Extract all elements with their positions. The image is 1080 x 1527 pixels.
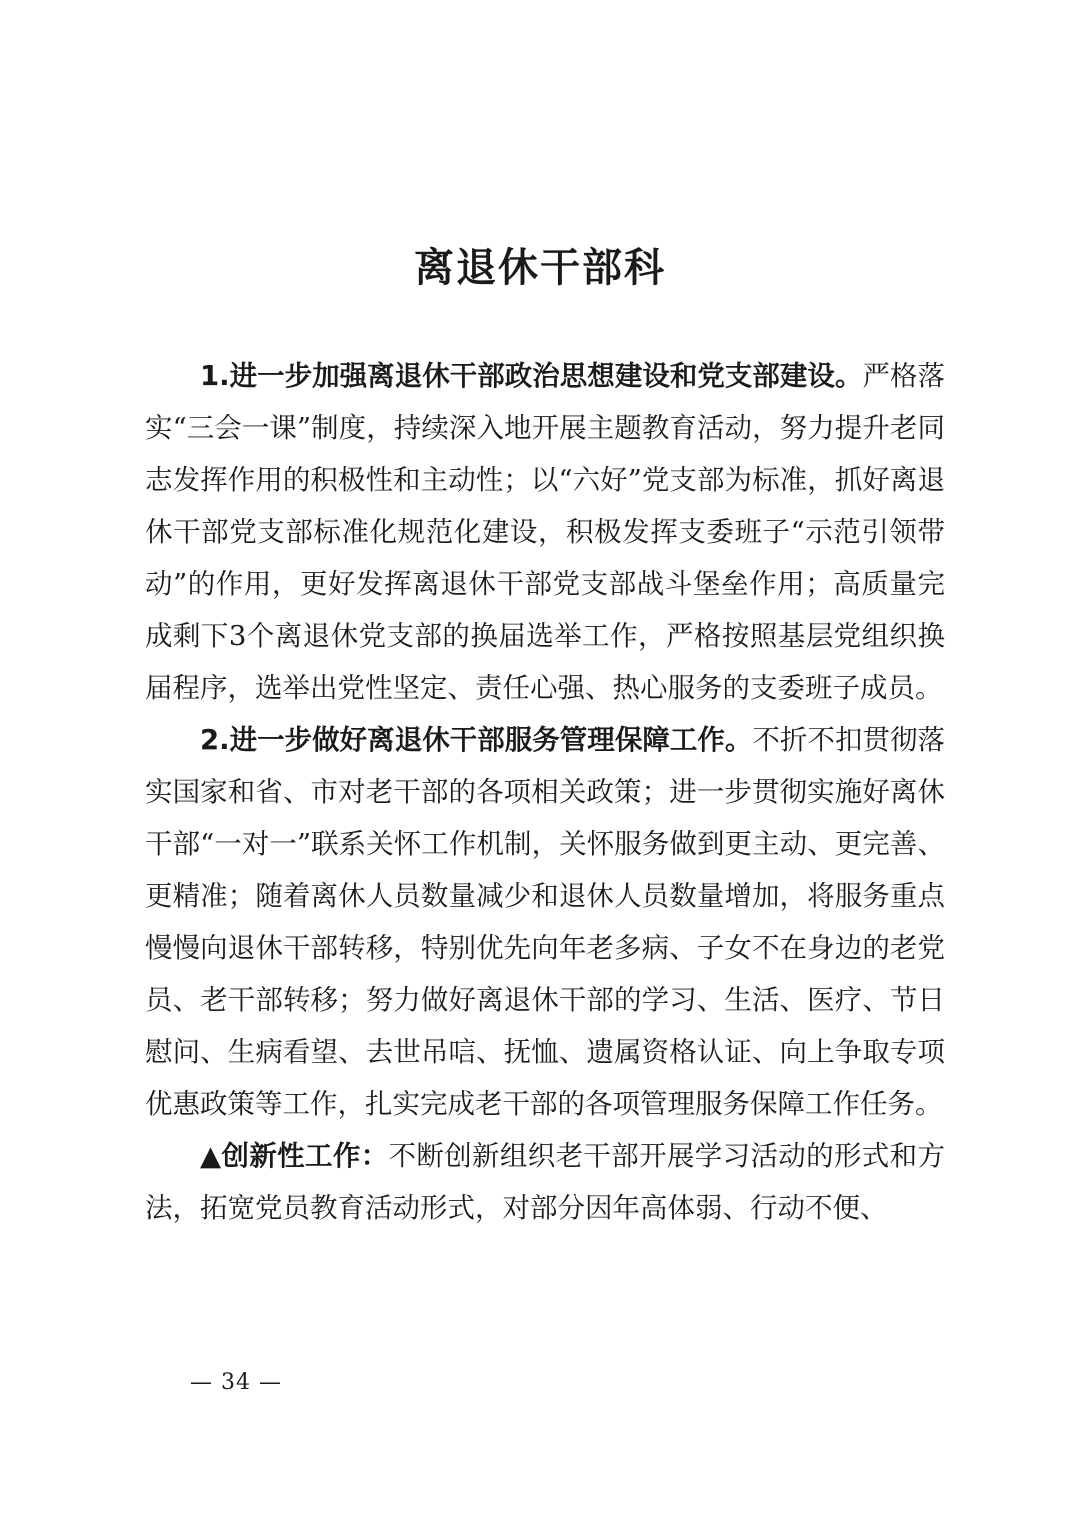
- paragraph-3-text: 不断创新组织老干部开展学习活动的形式和方法，拓宽党员教育活动形式，对部分因年高体弱、行动不便、: [145, 1140, 945, 1224]
- paragraph-1: [145, 350, 945, 714]
- paragraph-2-heading: 2.进一步做好离退休干部服务管理保障工作。: [200, 724, 753, 756]
- paragraph-3-heading: ▲创新性工作：: [200, 1140, 389, 1172]
- page-title: 离退休干部科: [414, 245, 666, 291]
- paragraph-2-text: 不折不扣贯彻落实国家和省、市对老干部的各项相关政策；进一步贯彻实施好离休干部“一对一”联系关怀工作机制，关怀服务做到更主动、更完善、更精准；随着离休人员数量减少和退休人员数量增加，将服务重点慢慢向退休干部转移，特别优先向年老多病、子女不在身边的老党员、老干部转移；努力做好离退休干部的学习、生活、医疗、节日慰问、生病看望、去世吊唁、抚恤、遗属资格认证、向上争取专项优惠政策等工作，扎实完成老干部的各项管理服务保障工作任务。: [145, 724, 945, 1120]
- paragraph-1-text: 严格落实“三会一课”制度，持续深入地开展主题教育活动，努力提升老同志发挥作用的积极性和主动性；以“六好”党支部为标准，抓好离退休干部党支部标准化规范化建设，积极发挥支委班子“示范引领带动”的作用，更好发挥离退休干部党支部战斗堡垒作用；高质量完成剩下3个离退休党支部的换届选举工作，严格按照基层党组织换届程序，选举出党性坚定、责任心强、热心服务的支委班子成员。: [145, 360, 945, 704]
- page-number: — 34 —: [190, 1370, 282, 1395]
- document-body: [145, 350, 945, 1234]
- paragraph-3: [145, 1130, 945, 1234]
- paragraph-1-heading: 1.进一步加强离退休干部政治思想建设和党支部建设。: [200, 360, 863, 392]
- paragraph-2: [145, 714, 945, 1130]
